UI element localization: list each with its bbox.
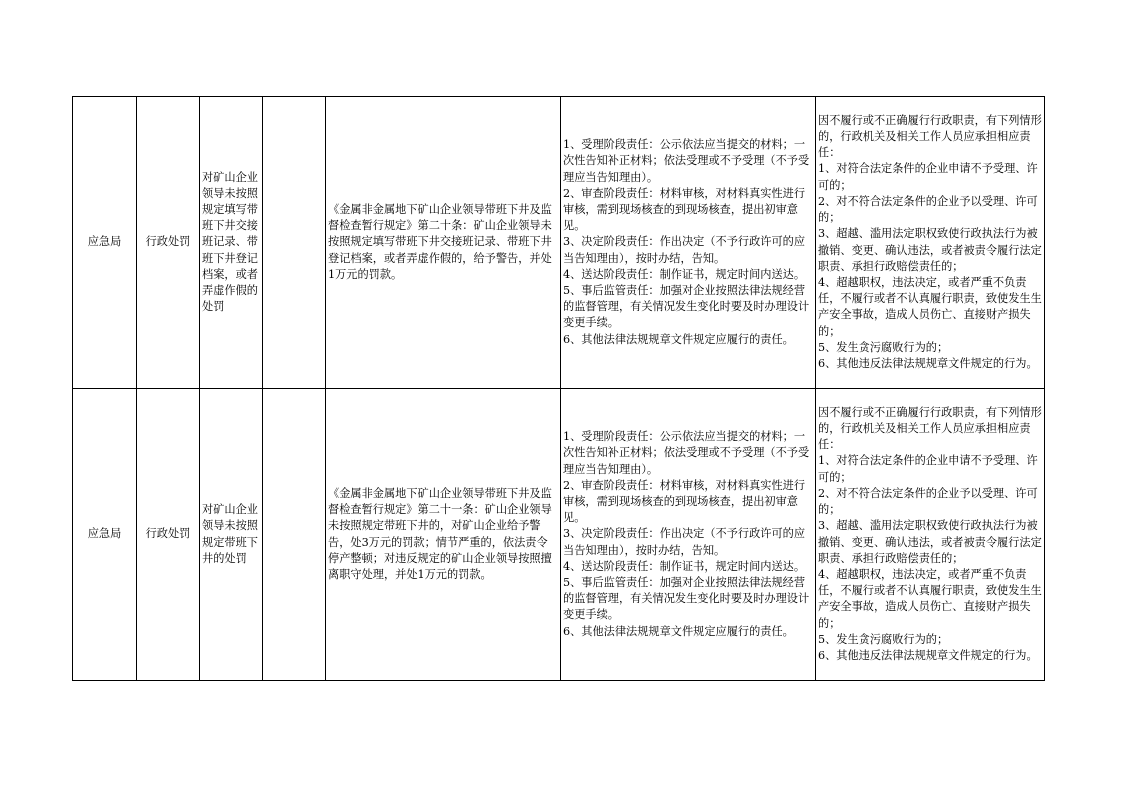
category-cell: 行政处罚	[137, 97, 200, 389]
accountability-line: 因不履行或不正确履行行政职责，有下列情形的，行政机关及相关工作人员应承担相应责任：	[818, 113, 1042, 160]
table-row	[73, 389, 1045, 681]
responsibility-line: 4、送达阶段责任：制作证书，规定时间内送达。	[563, 267, 806, 281]
accountability-line: 3、超越、滥用法定职权致使行政执法行为被撤销、变更、确认违法，或者被责令履行法定职责、承担行政赔偿责任的；	[818, 519, 1042, 565]
responsibility-line: 2、审查阶段责任：材料审核，对材料真实性进行审核，需到现场核查的到现场核查，提出初审意见。	[563, 478, 806, 525]
department-cell: 应急局	[73, 389, 137, 681]
responsibility-line: 6、其他法律法规规章文件规定应履行的责任。	[563, 624, 794, 638]
accountability-line: 5、发生贪污腐败行为的；	[818, 632, 949, 646]
responsibility-line: 5、事后监管责任：加强对企业按照法律法规经营的监督管理，有关情况发生变化时要及时办理设计变更手续。	[563, 284, 810, 330]
accountability-line: 4、超越职权，违法决定，或者严重不负责任，不履行或者不认真履行职责，致使发生生产安全事故，造成人员伤亡、直接财产损失的；	[818, 275, 1042, 338]
accountability-line: 1、对符合法定条件的企业申请不予受理、许可的；	[818, 162, 1038, 192]
responsibility-line: 3、决定阶段责任：作出决定（不予行政许可的应当告知理由），按时办结，告知。	[563, 527, 806, 557]
blank-cell	[263, 389, 326, 681]
power-list-table	[72, 96, 1045, 681]
responsibility-cell	[561, 389, 816, 681]
responsibility-line: 1、受理阶段责任：公示依法应当提交的材料；一次性告知补正材料；依法受理或不予受理（不予受理应当告知理由）。	[563, 138, 810, 184]
department-cell: 应急局	[73, 97, 137, 389]
responsibility-line: 6、其他法律法规规章文件规定应履行的责任。	[563, 332, 794, 346]
accountability-line: 6、其他违反法律法规规章文件规定的行为。	[818, 648, 1038, 662]
accountability-line: 4、超越职权，违法决定，或者严重不负责任，不履行或者不认真履行职责，致使发生生产安全事故，造成人员伤亡、直接财产损失的；	[818, 567, 1042, 630]
accountability-line: 2、对不符合法定条件的企业予以受理、许可的；	[818, 194, 1038, 225]
legal-basis-cell: 《金属非金属地下矿山企业领导带班下井及监督检查暂行规定》第二十条：矿山企业领导未按照规定填写带班下井交接班记录、带班下井登记档案，或者弄虚作假的，给予警告，并处1万元的罚款。	[326, 97, 561, 389]
accountability-line: 1、对符合法定条件的企业申请不予受理、许可的；	[818, 454, 1038, 484]
responsibility-line: 3、决定阶段责任：作出决定（不予行政许可的应当告知理由），按时办结，告知。	[563, 235, 806, 265]
accountability-line: 3、超越、滥用法定职权致使行政执法行为被撤销、变更、确认违法，或者被责令履行法定职责、承担行政赔偿责任的；	[818, 227, 1042, 273]
category-cell: 行政处罚	[137, 389, 200, 681]
item-name-cell: 对矿山企业领导未按照规定带班下井的处罚	[200, 389, 263, 681]
accountability-cell	[816, 389, 1045, 681]
accountability-line: 2、对不符合法定条件的企业予以受理、许可的；	[818, 486, 1038, 517]
legal-basis-cell: 《金属非金属地下矿山企业领导带班下井及监督检查暂行规定》第二十一条：矿山企业领导未按照规定带班下井的，对矿山企业给予警告，处3万元的罚款；情节严重的，依法责令停产整顿；对违反规定的矿山企业领导按照擅离职守处理，并处1万元的罚款。	[326, 389, 561, 681]
accountability-line: 5、发生贪污腐败行为的；	[818, 340, 949, 354]
responsibility-cell	[561, 97, 816, 389]
responsibility-line: 5、事后监管责任：加强对企业按照法律法规经营的监督管理，有关情况发生变化时要及时办理设计变更手续。	[563, 576, 810, 622]
accountability-cell	[816, 97, 1045, 389]
accountability-line: 因不履行或不正确履行行政职责，有下列情形的，行政机关及相关工作人员应承担相应责任：	[818, 405, 1042, 452]
table-row	[73, 97, 1045, 389]
item-name-cell: 对矿山企业领导未按照规定填写带班下井交接班记录、带班下井登记档案，或者弄虚作假的处罚	[200, 97, 263, 389]
accountability-line: 6、其他违反法律法规规章文件规定的行为。	[818, 356, 1038, 370]
blank-cell	[263, 97, 326, 389]
responsibility-line: 4、送达阶段责任：制作证书，规定时间内送达。	[563, 559, 806, 573]
responsibility-line: 2、审查阶段责任：材料审核，对材料真实性进行审核，需到现场核查的到现场核查，提出初审意见。	[563, 186, 806, 233]
responsibility-line: 1、受理阶段责任：公示依法应当提交的材料；一次性告知补正材料；依法受理或不予受理（不予受理应当告知理由）。	[563, 430, 810, 476]
